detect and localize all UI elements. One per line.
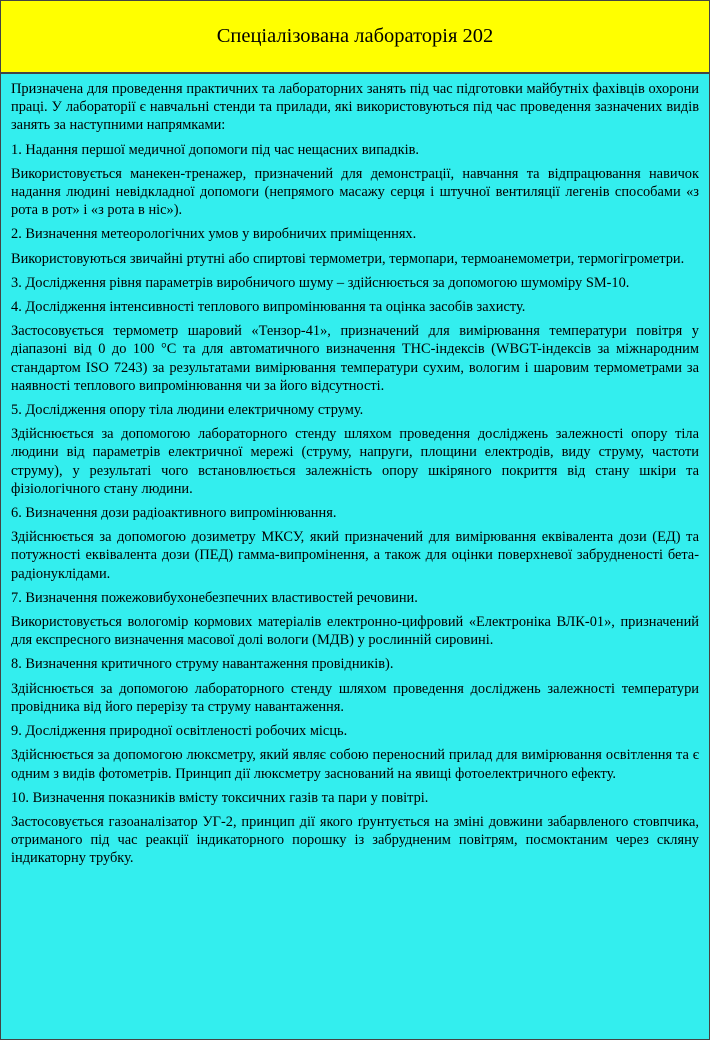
section-text-7: Використовується вологомір кормових матеріалів електронно-цифровий «Електроніка ВЛК-01», призначений для експресного визначення масової долі вологи (МДВ) у рослинній сировині.: [11, 614, 699, 649]
section-heading-9: 9. Дослідження природної освітленості робочих місць.: [11, 723, 348, 740]
section-text-9: Здійснюється за допомогою люксметру, який являє собою переносний прилад для вимірювання освітлення та є одним з видів фотометрів. Принцип дії люксметру заснований на явищі фотоелектричного ефекту.: [11, 747, 699, 782]
content-panel: [0, 73, 710, 1040]
section-heading-2: 2. Визначення метеорологічних умов у виробничих приміщеннях.: [11, 226, 417, 243]
intro-paragraph: Призначена для проведення практичних та лабораторних занять під час підготовки майбутніх фахівців охорони праці. У лабораторії є навчальні стенди та прилади, які використовуються під час проведення зазначених видів занять за наступними напрямками:: [11, 81, 699, 134]
section-heading-3: 3. Дослідження рівня параметрів виробничого шуму – здійснюється за допомогою шумоміру SM-10.: [11, 274, 630, 291]
section-text-5: Здійснюється за допомогою лабораторного стенду шляхом проведення досліджень залежності опору тіла людини від параметрів електричної мережі (струму, напруги, площини електродів, виду струму, частоти струму), у результаті чого встановлюється залежність опору шкіряного покриття від стану шкіри та фізіологічного стану людини.: [11, 426, 699, 497]
section-text-6: Здійснюється за допомогою дозиметру МКСУ, який призначений для вимірювання еквівалента дози (ЕД) та потужності еквівалента дози (ПЕД) гамма-випромінення, а також для оцінки поверхневої забрудненості бета-радіонуклідами.: [11, 529, 699, 582]
section-text-2: Використовуються звичайні ртутні або спиртові термометри, термопари, термоанемометри, термогігрометри.: [11, 250, 685, 267]
section-text-1: Використовується манекен-тренажер, призначений для демонстрації, навчання та відпрацювання навичок надання людині невідкладної допомоги (непрямого масажу серця і штучної вентиляції легенів способами «з рота в рот» і «з рота в ніс»).: [11, 165, 699, 219]
section-heading-5: 5. Дослідження опору тіла людини електричному струму.: [11, 402, 364, 419]
section-heading-10: 10. Визначення показників вмісту токсичних газів та пари у повітрі.: [11, 789, 429, 806]
section-heading-7: 7. Визначення пожежовибухонебезпечних властивостей речовини.: [11, 589, 418, 606]
section-text-4: Застосовується термометр шаровий «Тензор-41», призначений для вимірювання температури повітря у діапазоні від 0 до 100 °С та для автоматичного визначення ТНС-індексів (WBGT-індексів за міжнародним стандартом ISO 7243) за результатами вимірювання температури сухим, вологим і шаровим термометрами за наявності теплового випромінювання чи за його відсутності.: [11, 323, 699, 394]
section-heading-8: 8. Визначення критичного струму навантаження провідників).: [11, 656, 394, 673]
section-text-10: Застосовується газоаналізатор УГ-2, принцип дії якого ґрунтується на зміні довжини забарвленого стовпчика, отриманого під час реакції індикаторного порошку із забрудненим повітрям, посмоктаним через скляну індикаторну трубку.: [11, 813, 699, 867]
section-text-8: Здійснюється за допомогою лабораторного стенду шляхом проведення досліджень залежності температури провідника від його перерізу та струму навантаження.: [11, 680, 699, 715]
section-heading-1: 1. Надання першої медичної допомоги під час нещасних випадків.: [11, 141, 420, 158]
title-banner: [0, 0, 710, 73]
section-heading-4: 4. Дослідження інтенсивності теплового випромінювання та оцінка засобів захисту.: [11, 299, 526, 316]
section-heading-6: 6. Визначення дози радіоактивного випромінювання.: [11, 505, 337, 522]
page-title: Спеціалізована лабораторія 202: [216, 25, 494, 47]
